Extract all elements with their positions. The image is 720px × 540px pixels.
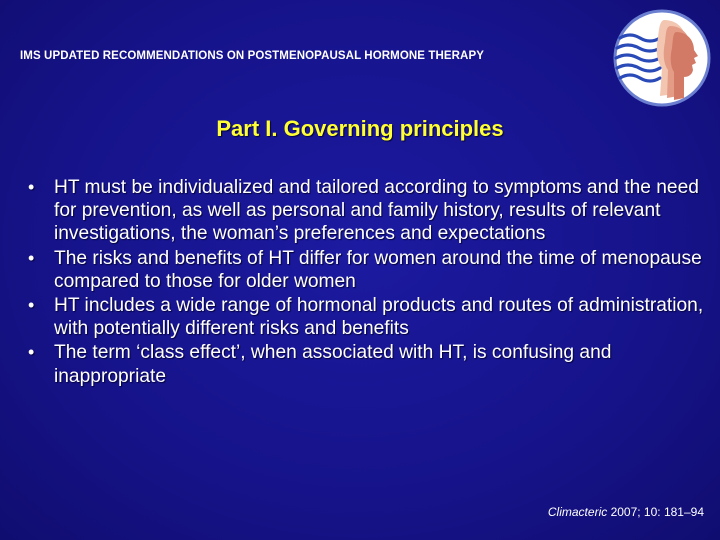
citation-journal: Climacteric — [547, 505, 608, 519]
bullet-item — [28, 341, 708, 387]
header-title: IMS UPDATED RECOMMENDATIONS ON POSTMENOPAUSAL HORMONE THERAPY — [20, 50, 484, 62]
bullet-text: HT must be individualized and tailored according to symptoms and the need for prevention, as well as personal and family history, results of relevant investigations, the woman’s preferences and expectations — [54, 177, 699, 245]
bullet-dot-icon: • — [28, 342, 35, 363]
citation — [548, 505, 704, 519]
bullet-text: The term ‘class effect’, when associated with HT, is confusing and inappropriate — [54, 342, 612, 387]
bullet-dot-icon: • — [28, 247, 35, 268]
bullet-item — [28, 294, 708, 340]
bullet-item — [28, 247, 708, 293]
bullet-dot-icon: • — [28, 295, 35, 316]
citation-details: 2007; 10: 181–94 — [607, 505, 704, 519]
bullet-dot-icon: • — [28, 177, 35, 197]
bullet-item — [28, 176, 708, 246]
bullet-text: The risks and benefits of HT differ for women around the time of menopause compared to those for older women — [54, 247, 702, 292]
ims-faces-logo-icon — [612, 8, 712, 108]
bullet-list — [28, 176, 708, 389]
bullet-text: HT includes a wide range of hormonal products and routes of administration, with potentially different risks and benefits — [54, 295, 704, 340]
slide-subtitle: Part I. Governing principles — [216, 116, 504, 141]
